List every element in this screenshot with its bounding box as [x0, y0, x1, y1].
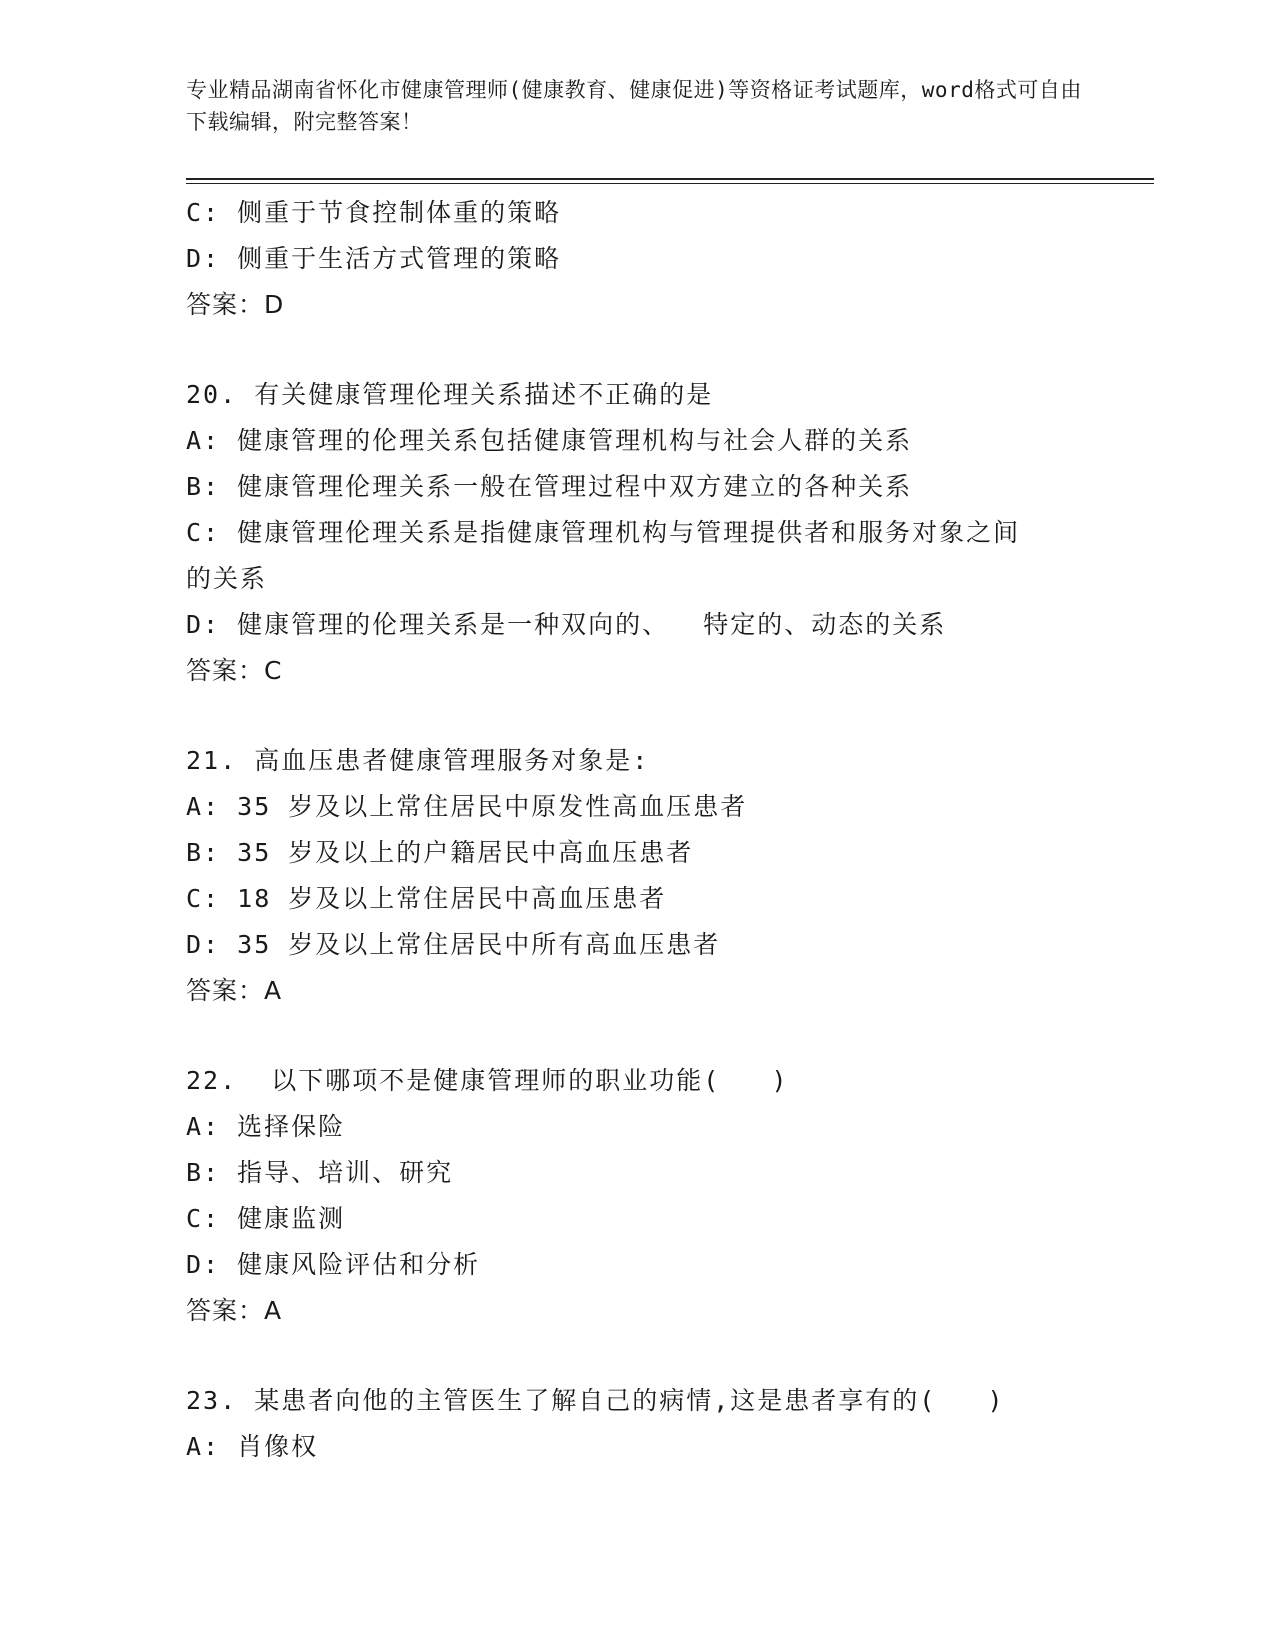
option-c: C: 18 岁及以上常住居民中高血压患者 — [186, 884, 667, 913]
question-block-21 — [186, 738, 1086, 1014]
question-block-23 — [186, 1378, 1086, 1470]
option-b: B: 指导、培训、研究 — [186, 1158, 454, 1187]
answer-line: 答案：A — [186, 976, 283, 1005]
answer-line: 答案：C — [186, 656, 283, 685]
option-a: A: 健康管理的伦理关系包括健康管理机构与社会人群的关系 — [186, 426, 913, 455]
question-block-20 — [186, 372, 1086, 694]
option-c: C: 健康监测 — [186, 1204, 346, 1233]
option-c: C: 侧重于节食控制体重的策略 — [186, 198, 562, 227]
header-rule-thick — [186, 178, 1154, 180]
option-b: B: 35 岁及以上的户籍居民中高血压患者 — [186, 838, 694, 867]
answer-line: 答案：D — [186, 290, 285, 319]
option-d: D: 35 岁及以上常住居民中所有高血压患者 — [186, 930, 721, 959]
option-d: D: 健康风险评估和分析 — [186, 1250, 481, 1279]
answer-line: 答案：A — [186, 1296, 283, 1325]
page-header: 专业精品湖南省怀化市健康管理师(健康教育、健康促进)等资格证考试题库，word格式可自由下载编辑，附完整答案！ — [186, 78, 1082, 134]
option-a: A: 35 岁及以上常住居民中原发性高血压患者 — [186, 792, 748, 821]
option-c: C: 健康管理伦理关系是指健康管理机构与管理提供者和服务对象之间的关系 — [186, 518, 1021, 593]
header-rule-thin — [186, 183, 1154, 184]
question-list — [186, 190, 1086, 1470]
option-a: A: 选择保险 — [186, 1112, 346, 1141]
question-block-22 — [186, 1058, 1086, 1334]
question-stem: 22. 以下哪项不是健康管理师的职业功能( ) — [186, 1066, 789, 1095]
option-b: B: 健康管理伦理关系一般在管理过程中双方建立的各种关系 — [186, 472, 913, 501]
question-stem: 23. 某患者向他的主管医生了解自己的病情,这是患者享有的( ) — [186, 1386, 1005, 1415]
question-stem: 20. 有关健康管理伦理关系描述不正确的是 — [186, 380, 714, 409]
option-d: D: 健康管理的伦理关系是一种双向的、 特定的、动态的关系 — [186, 610, 947, 639]
option-a: A: 肖像权 — [186, 1432, 319, 1461]
option-d: D: 侧重于生活方式管理的策略 — [186, 244, 562, 273]
question-stem: 21. 高血压患者健康管理服务对象是: — [186, 746, 650, 775]
question-block-partial — [186, 190, 1086, 328]
